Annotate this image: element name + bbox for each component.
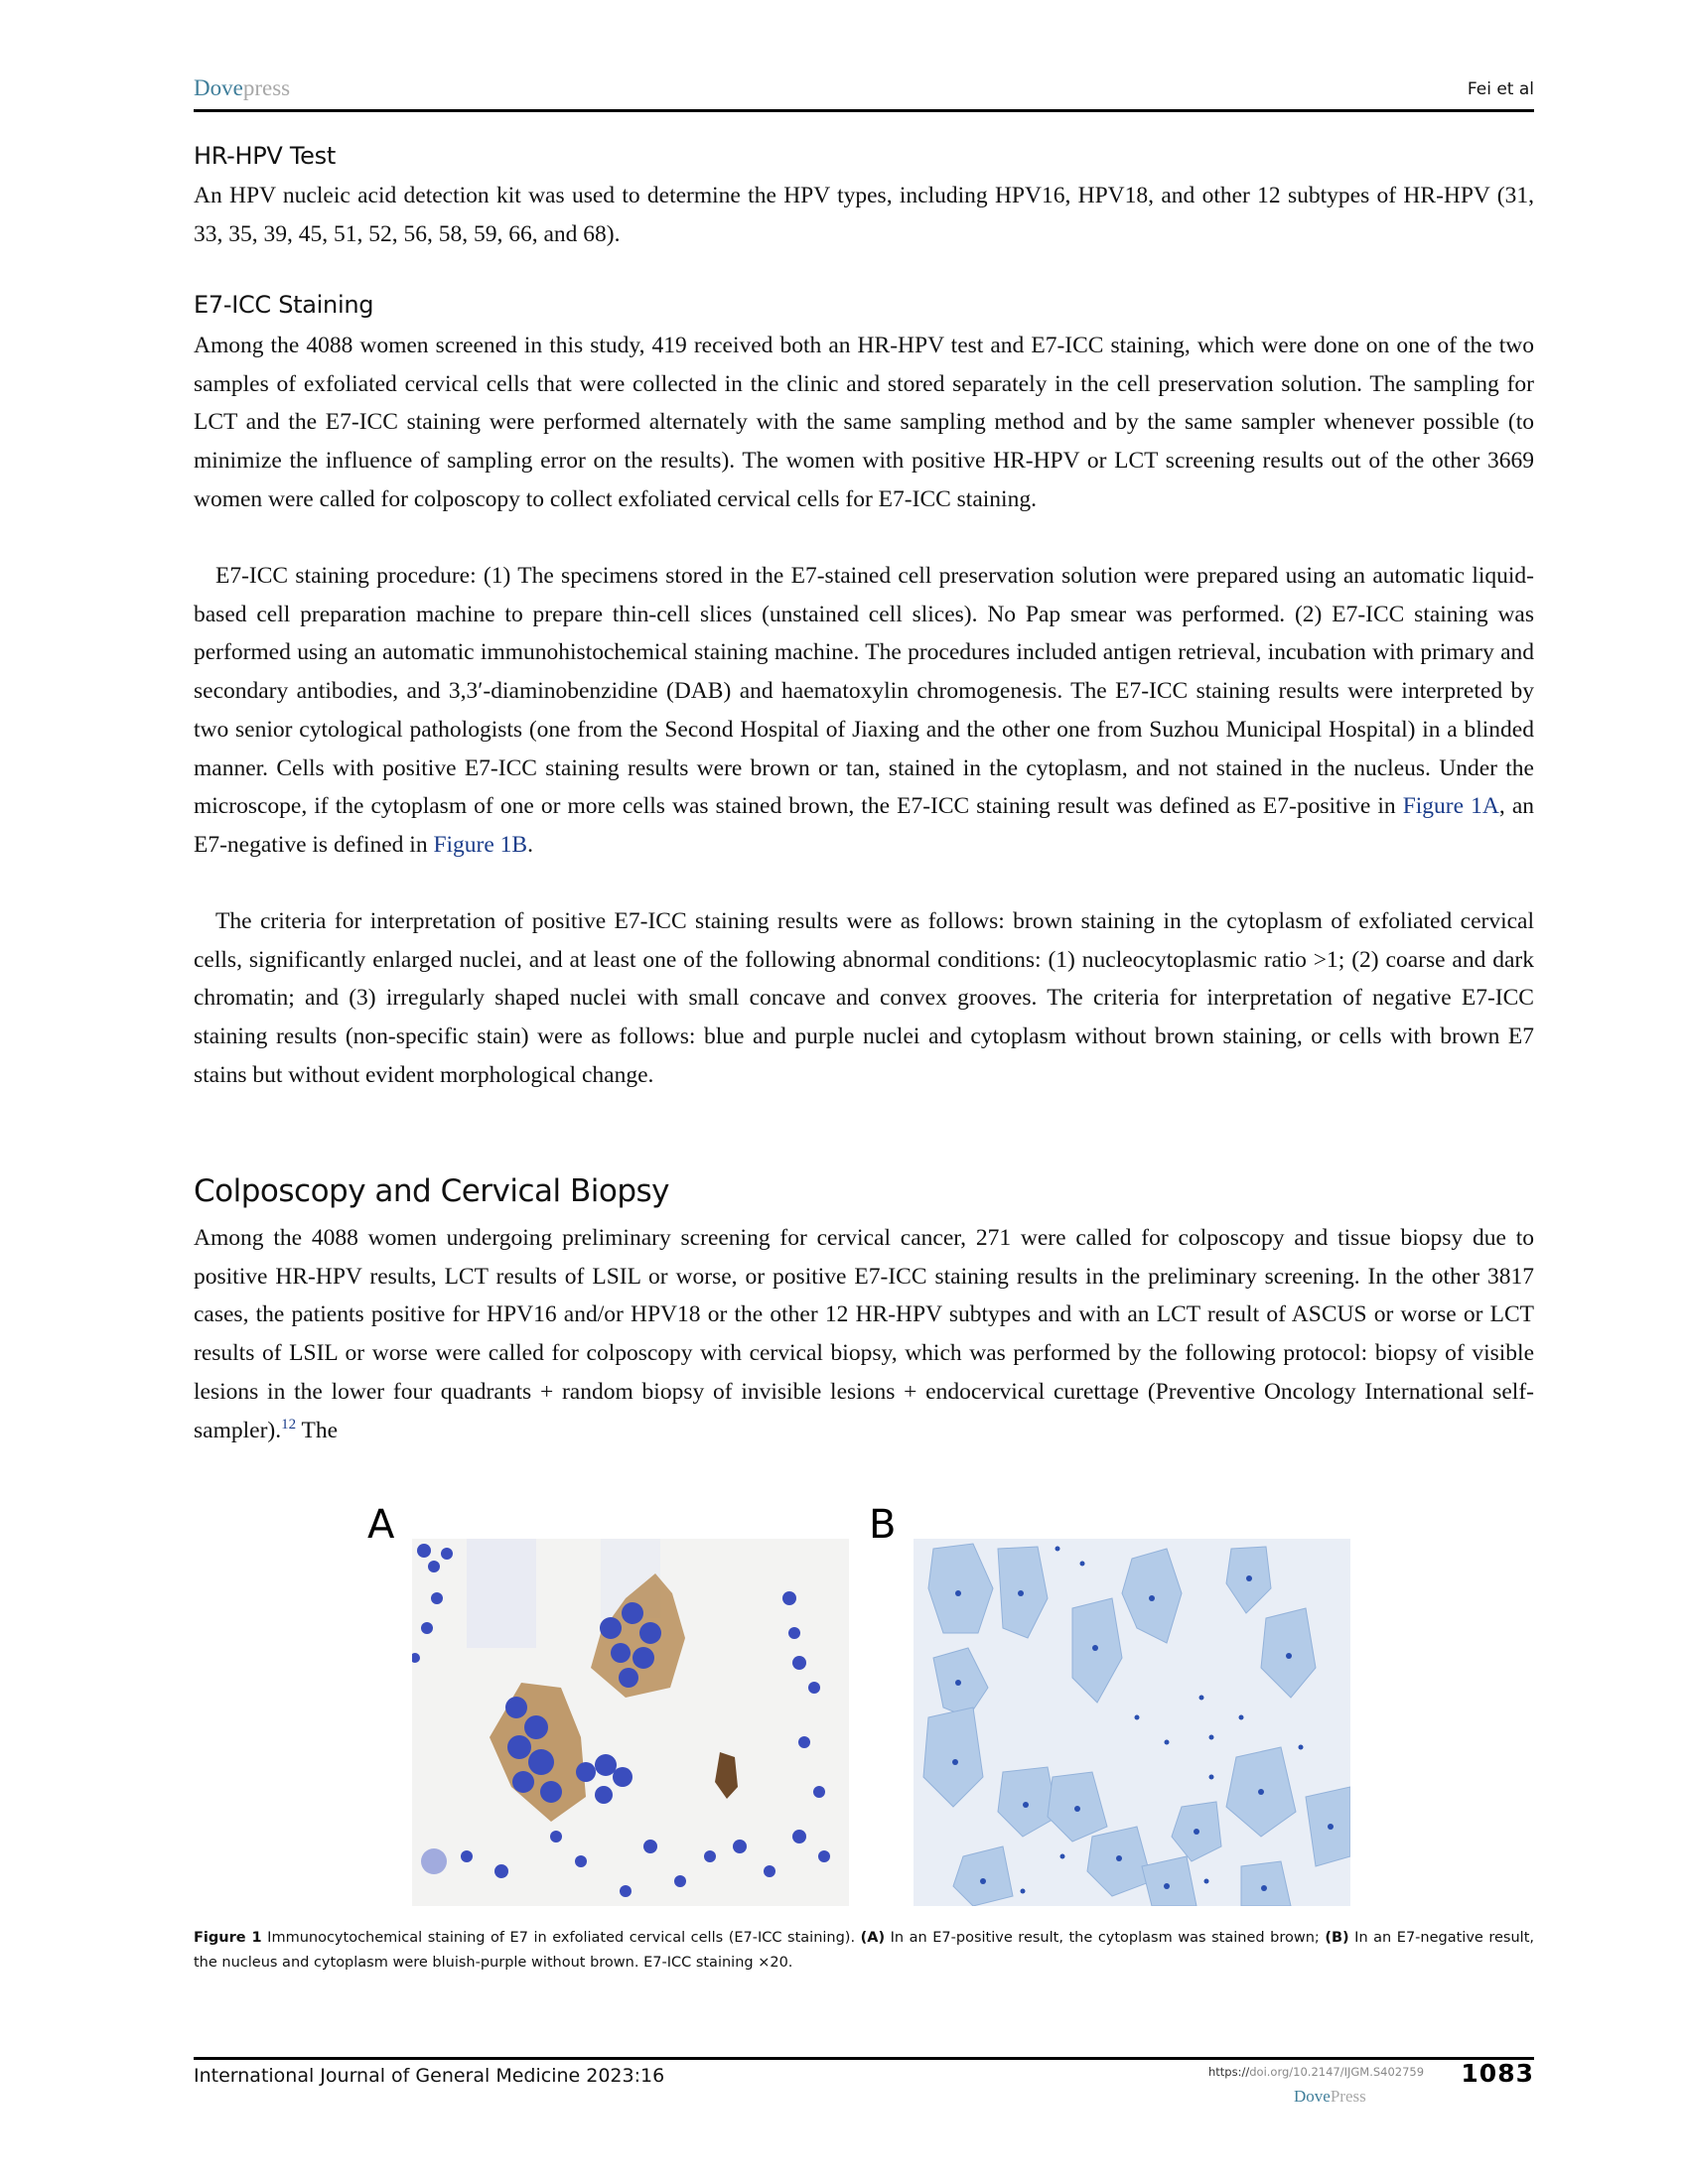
running-author: Fei et al [1467, 79, 1534, 99]
paragraph-colposcopy [194, 1219, 1534, 1449]
footer-publisher-logo [1294, 2087, 1366, 2107]
brand-dove: Dove [1294, 2087, 1331, 2106]
panel-label-a: A [367, 1502, 395, 1548]
brand-dove: Dove [194, 75, 243, 100]
paragraph-e7icc-3: The criteria for interpretation of positive E7-ICC staining results were as follows: brown staining in the cytoplasm of exfoliated cervical cells, significantly enlarged nuclei, and at least one of the following abnormal conditions: (1) nucleocytoplasmic ratio >1; (2) coarse and dark chromatin; and (3) irregularly shaped nuclei with small concave and convex grooves. The criteria for interpretation of negative E7-ICC staining results (non-specific stain) were as follows: blue and purple nuclei and cytoplasm without brown staining, or cells with brown E7 stains but without evident morphological change. [194, 908, 1534, 1088]
paragraph-hrhpv: An HPV nucleic acid detection kit was used to determine the HPV types, including HPV16, HPV18, and other 12 subtypes of HR-HPV (31, 33, 35, 39, 45, 51, 52, 56, 58, 59, 66, and 68). [194, 183, 1534, 247]
micrograph-panel-b [914, 1539, 1350, 1906]
caption-text: In an E7-positive result, the cytoplasm was stained brown; [885, 1930, 1326, 1946]
caption-panel-a-ref: (A) [860, 1930, 886, 1946]
doi-prefix: https:// [1208, 2065, 1250, 2079]
paragraph-text: Among the 4088 women undergoing preliminary screening for cervical cancer, 271 were called for colposcopy and tissue biopsy due to positive HR-HPV results, LCT results of LSIL or worse, or positive E7-ICC staining results in the preliminary screening. In the other 3817 cases, the patients positive for HPV16 and/or HPV18 or the other 12 HR-HPV subtypes and with an LCT result of ASCUS or worse or LCT results of LSIL or worse were called for colposcopy with cervical biopsy, which was performed by the following protocol: biopsy of visible lesions in the lower four quadrants + random biopsy of invisible lesions + endocervical curettage (Preventive Oncology International self-sampler). [194, 1225, 1534, 1443]
paragraph-e7icc-1: Among the 4088 women screened in this study, 419 received both an HR-HPV test and E7-ICC staining, which were done on one of the two samples of exfoliated cervical cells that were collected in the clinic and stored separately in the cell preservation solution. The sampling for LCT and the E7-ICC staining were performed alternately with the same sampling method and by the same sampler whenever possible (to minimize the influence of sampling error on the results). The women with positive HR-HPV or LCT screening results out of the other 3669 women were called for colposcopy to collect exfoliated cervical cells for E7-ICC staining. [194, 333, 1534, 512]
doi-link[interactable] [1208, 2065, 1424, 2079]
caption-text: In an E7-negative result, the nucleus and cytoplasm were bluish-purple without brown. E7-ICC staining ×20. [194, 1930, 1534, 1971]
paragraph-text: E7-ICC staining procedure: (1) The specimens stored in the E7-stained cell preservation solution were prepared using an automatic liquid-based cell preparation machine to prepare thin-cell slices (unstained cell slices). No Pap smear was performed. (2) E7-ICC staining was performed using an automatic immunohistochemical staining machine. The procedures included antigen retrieval, incubation with primary and secondary antibodies, and 3,3′-diaminobenzidine (DAB) and haematoxylin chromogenesis. The E7-ICC staining results were interpreted by two senior cytological pathologists (one from the Second Hospital of Jiaxing and the other one from Suzhou Municipal Hospital) in a blinded manner. Cells with positive E7-ICC staining results were brown or tan, stained in the cytoplasm, and not stained in the nucleus. Under the microscope, if the cytoplasm of one or more cells was stained brown, the E7-ICC staining result was defined as E7-positive in [194, 563, 1534, 820]
section-heading-colposcopy: Colposcopy and Cervical Biopsy [194, 1173, 670, 1209]
figure-1a-link[interactable]: Figure 1A [1402, 793, 1499, 820]
paragraph-text: . [527, 831, 533, 858]
brand-press: Press [1330, 2087, 1366, 2106]
running-header [194, 73, 1534, 112]
micrograph-e7-negative [914, 1539, 1350, 1906]
caption-label: Figure 1 [194, 1930, 262, 1946]
panel-label-b: B [869, 1502, 897, 1548]
paragraph-text: The [296, 1417, 339, 1443]
paragraph-e7icc-2 [194, 557, 1534, 865]
brand-press: press [242, 75, 291, 100]
figure-caption [194, 1926, 1534, 1976]
publisher-logo [194, 75, 290, 101]
paragraph-text: , an E7-negative is defined in [194, 793, 1535, 858]
subsection-heading-hrhpv: HR-HPV Test [194, 142, 336, 170]
caption-text: Immunocytochemical staining of E7 in exfoliated cervical cells (E7-ICC staining). [261, 1930, 861, 1946]
subsection-heading-e7icc: E7-ICC Staining [194, 291, 374, 319]
figure-1 [367, 1504, 1360, 1911]
journal-citation: International Journal of General Medicine 2023:16 [194, 2065, 665, 2087]
caption-panel-b-ref: (B) [1325, 1930, 1349, 1946]
micrograph-panel-a [412, 1539, 849, 1906]
figure-1b-link[interactable]: Figure 1B [433, 831, 528, 858]
reference-12-link[interactable]: 12 [281, 1416, 297, 1433]
footer-rule [194, 2057, 1534, 2060]
page-number: 1083 [1461, 2059, 1534, 2088]
doi-text: doi.org/10.2147/IJGM.S402759 [1249, 2065, 1425, 2079]
micrograph-e7-positive [412, 1539, 849, 1906]
